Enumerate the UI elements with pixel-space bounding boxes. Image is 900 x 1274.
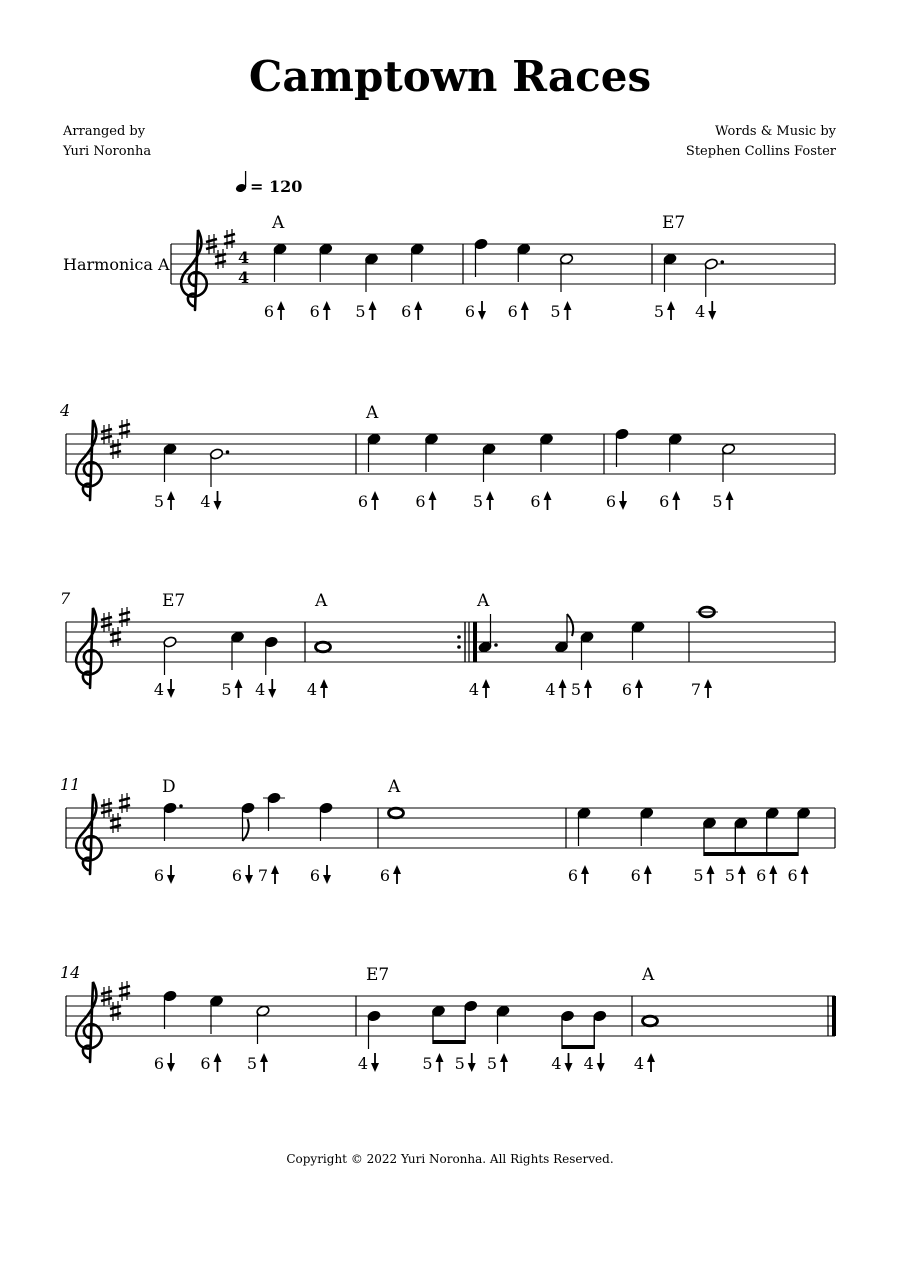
harmonica-tab: 6	[200, 1054, 211, 1073]
harmonica-tab: 6	[379, 866, 391, 885]
blow-arrow-icon	[486, 491, 494, 510]
draw-arrow-icon	[478, 301, 486, 320]
arrow-head	[167, 1063, 175, 1072]
arrow-head	[559, 679, 567, 688]
instrument-label: Harmonica A	[63, 255, 170, 274]
arranger-name: Yuri Noronha	[63, 144, 152, 159]
chord-symbol: A	[272, 213, 285, 233]
sharp-bar	[101, 436, 112, 439]
dot	[226, 450, 230, 454]
harmonica-tab: 6	[415, 492, 426, 511]
measure-number: 11	[60, 775, 81, 794]
arrow-head	[581, 865, 589, 874]
arrow-head	[167, 875, 175, 884]
blow-arrow-icon	[644, 865, 652, 884]
beam	[433, 1040, 465, 1044]
arrow-head	[268, 689, 276, 698]
draw-arrow-icon	[167, 1053, 175, 1072]
arrow-head	[214, 501, 222, 510]
sharp-bar	[224, 234, 235, 237]
harmonica-tab: 5	[246, 1054, 258, 1073]
arrow-head	[167, 689, 175, 698]
treble-clef-icon	[76, 982, 102, 1062]
sharp-bar	[101, 803, 112, 806]
harmonica-tab: 4	[545, 680, 556, 699]
harmonica-tab: 6	[309, 866, 321, 885]
blow-arrow-icon	[738, 865, 746, 884]
composer-label: Words & Music by	[715, 124, 836, 139]
arrow-head	[277, 301, 285, 310]
beam	[704, 852, 798, 856]
harmonica-tab: 5	[570, 680, 582, 699]
sharp-bar	[119, 798, 130, 801]
measure-number: 7	[60, 589, 71, 608]
chord-symbol: A	[642, 965, 655, 985]
blow-arrow-icon	[704, 679, 712, 698]
page-title: Camptown Races	[248, 52, 652, 101]
arrow-head	[644, 865, 652, 874]
chord-symbol: A	[477, 591, 490, 611]
draw-arrow-icon	[245, 865, 253, 884]
harmonica-tab: 4	[306, 680, 318, 699]
harmonica-tab: 4	[633, 1054, 645, 1073]
treble-clef-icon	[76, 608, 102, 688]
arrow-head	[521, 301, 529, 310]
arrow-head	[320, 679, 328, 688]
treble-clef-stroke	[76, 608, 102, 688]
harmonica-tab: 4	[255, 680, 266, 699]
sharp-icon	[110, 1001, 121, 1021]
arrow-head	[478, 311, 486, 320]
arrow-head	[707, 865, 715, 874]
arrow-head	[235, 679, 243, 688]
sharp-icon	[119, 981, 130, 1001]
blow-arrow-icon	[277, 301, 285, 320]
arrow-head	[726, 491, 734, 500]
blow-arrow-icon	[500, 1053, 508, 1072]
copyright-notice: Copyright © 2022 Yuri Noronha. All Rights Reserved.	[286, 1152, 614, 1166]
blow-arrow-icon	[235, 679, 243, 698]
dot	[720, 260, 724, 264]
blow-arrow-icon	[369, 301, 377, 320]
harmonica-tab: 5	[454, 1054, 465, 1073]
blow-arrow-icon	[271, 865, 279, 884]
draw-arrow-icon	[468, 1053, 476, 1072]
treble-clef-icon	[76, 420, 102, 500]
sharp-icon	[224, 229, 235, 249]
harmonica-tab: 5	[693, 866, 704, 885]
sharp-bar	[206, 246, 217, 249]
arrow-head	[371, 1063, 379, 1072]
blow-arrow-icon	[726, 491, 734, 510]
blow-arrow-icon	[564, 301, 572, 320]
harmonica-tab: 5	[712, 492, 723, 511]
blow-arrow-icon	[544, 491, 552, 510]
sharp-icon	[110, 439, 121, 459]
beam	[562, 1045, 594, 1049]
harmonica-tab: 6	[153, 866, 165, 885]
treble-clef-stroke	[181, 230, 207, 310]
harmonica-tab: 6	[659, 492, 670, 511]
sharp-icon	[110, 813, 121, 833]
draw-arrow-icon	[565, 1053, 573, 1072]
arrow-head	[245, 875, 253, 884]
measure-number: 14	[60, 963, 81, 982]
draw-arrow-icon	[371, 1053, 379, 1072]
arrow-head	[414, 301, 422, 310]
blow-arrow-icon	[436, 1053, 444, 1072]
harmonica-tab: 5	[422, 1054, 433, 1073]
harmonica-tab: 5	[472, 492, 484, 511]
time-signature-top: 4	[238, 248, 250, 267]
arrow-head	[564, 301, 572, 310]
sharp-icon	[215, 249, 226, 269]
harmonica-tab: 6	[231, 866, 243, 885]
harmonica-tab: 6	[263, 302, 275, 321]
sharp-bar	[119, 986, 130, 989]
arrow-head	[271, 865, 279, 874]
sharp-bar	[119, 612, 130, 615]
arrow-head	[647, 1053, 655, 1062]
sharp-bar	[119, 424, 130, 427]
sharp-bar	[206, 239, 217, 242]
blow-arrow-icon	[429, 491, 437, 510]
harmonica-tab: 7	[257, 866, 269, 885]
arrow-head	[565, 1063, 573, 1072]
harmonica-tab: 6	[605, 492, 617, 511]
dot	[179, 804, 183, 808]
composer-name: Stephen Collins Foster	[685, 144, 836, 159]
arrow-head	[436, 1053, 444, 1062]
harmonica-tab: 5	[724, 866, 735, 885]
arrow-head	[486, 491, 494, 500]
treble-clef-stroke	[76, 794, 102, 874]
sharp-bar	[101, 624, 112, 627]
chord-symbol: E7	[162, 591, 186, 611]
draw-arrow-icon	[167, 865, 175, 884]
draw-arrow-icon	[167, 679, 175, 698]
time-signature-bottom: 4	[238, 268, 250, 287]
harmonica-tab: 5	[550, 302, 561, 321]
harmonica-tab: 6	[401, 302, 412, 321]
blow-arrow-icon	[769, 865, 777, 884]
blow-arrow-icon	[584, 679, 592, 698]
repeat-barline-thick	[473, 622, 477, 662]
eighth-flag	[567, 614, 573, 636]
blow-arrow-icon	[667, 301, 675, 320]
harmonica-tab: 5	[221, 680, 232, 699]
arrow-head	[468, 1063, 476, 1072]
blow-arrow-icon	[559, 679, 567, 698]
repeat-dot	[457, 645, 461, 649]
arrow-head	[371, 491, 379, 500]
sharp-icon	[119, 793, 130, 813]
draw-arrow-icon	[214, 491, 222, 510]
sharp-bar	[101, 991, 112, 994]
harmonica-tab: 4	[695, 302, 706, 321]
harmonica-tab: 6	[567, 866, 579, 885]
sharp-bar	[101, 810, 112, 813]
tempo-marking: = 120	[250, 177, 303, 196]
harmonica-tab: 5	[486, 1054, 498, 1073]
sharp-icon	[119, 419, 130, 439]
arrow-head	[323, 301, 331, 310]
arrow-head	[260, 1053, 268, 1062]
arrow-head	[584, 679, 592, 688]
draw-arrow-icon	[597, 1053, 605, 1072]
harmonica-tab: 6	[357, 492, 369, 511]
blow-arrow-icon	[647, 1053, 655, 1072]
blow-arrow-icon	[260, 1053, 268, 1072]
arrow-head	[708, 311, 716, 320]
blow-arrow-icon	[801, 865, 809, 884]
arrow-head	[500, 1053, 508, 1062]
chord-symbol: A	[388, 777, 401, 797]
blow-arrow-icon	[167, 491, 175, 510]
treble-clef-stroke	[76, 982, 102, 1062]
draw-arrow-icon	[323, 865, 331, 884]
harmonica-tab: 5	[153, 492, 165, 511]
arrow-head	[214, 1053, 222, 1062]
blow-arrow-icon	[414, 301, 422, 320]
sharp-icon	[110, 627, 121, 647]
harmonica-tab: 7	[690, 680, 702, 699]
arrow-head	[619, 501, 627, 510]
arrow-head	[429, 491, 437, 500]
blow-arrow-icon	[371, 491, 379, 510]
repeat-dot	[457, 635, 461, 639]
whole-note	[643, 1016, 658, 1026]
measure-number: 4	[60, 401, 71, 420]
harmonica-tab: 6	[621, 680, 633, 699]
harmonica-tab: 4	[357, 1054, 369, 1073]
harmonica-tab: 4	[468, 680, 480, 699]
whole-note	[389, 808, 404, 818]
sharp-icon	[119, 607, 130, 627]
harmonica-tab: 5	[653, 302, 665, 321]
harmonica-tab: 4	[153, 680, 165, 699]
harmonica-tab: 6	[507, 302, 518, 321]
arranger-label: Arranged by	[63, 124, 146, 139]
chord-symbol: A	[315, 591, 328, 611]
harmonica-tab: 6	[530, 492, 541, 511]
arrow-head	[323, 875, 331, 884]
harmonica-tab: 5	[355, 302, 366, 321]
blow-arrow-icon	[635, 679, 643, 698]
arrow-head	[801, 865, 809, 874]
arrow-head	[544, 491, 552, 500]
blow-arrow-icon	[521, 301, 529, 320]
treble-clef-icon	[181, 230, 207, 310]
arrow-head	[482, 679, 490, 688]
arrow-head	[369, 301, 377, 310]
blow-arrow-icon	[393, 865, 401, 884]
arrow-head	[393, 865, 401, 874]
arrow-head	[672, 491, 680, 500]
chord-symbol: E7	[662, 213, 686, 233]
arrow-head	[635, 679, 643, 688]
blow-arrow-icon	[581, 865, 589, 884]
arrow-head	[667, 301, 675, 310]
harmonica-tab: 6	[756, 866, 767, 885]
blow-arrow-icon	[482, 679, 490, 698]
blow-arrow-icon	[323, 301, 331, 320]
harmonica-tab: 6	[309, 302, 320, 321]
treble-clef-stroke	[76, 420, 102, 500]
arrow-head	[769, 865, 777, 874]
harmonica-tab: 6	[787, 866, 798, 885]
final-barline-thick	[832, 996, 836, 1036]
sharp-bar	[101, 617, 112, 620]
blow-arrow-icon	[214, 1053, 222, 1072]
harmonica-tab: 6	[630, 866, 641, 885]
draw-arrow-icon	[619, 491, 627, 510]
treble-clef-icon	[76, 794, 102, 874]
arrow-head	[738, 865, 746, 874]
draw-arrow-icon	[268, 679, 276, 698]
harmonica-tab: 4	[200, 492, 211, 511]
harmonica-tab: 6	[153, 1054, 165, 1073]
whole-note	[316, 642, 331, 652]
blow-arrow-icon	[707, 865, 715, 884]
draw-arrow-icon	[708, 301, 716, 320]
harmonica-tab: 4	[551, 1054, 562, 1073]
arrow-head	[704, 679, 712, 688]
dot	[494, 643, 498, 647]
chord-symbol: E7	[366, 965, 390, 985]
sharp-bar	[101, 429, 112, 432]
arrow-head	[597, 1063, 605, 1072]
harmonica-tab: 6	[464, 302, 476, 321]
chord-symbol: D	[162, 777, 176, 797]
blow-arrow-icon	[320, 679, 328, 698]
harmonica-tab: 4	[583, 1054, 594, 1073]
chord-symbol: A	[366, 403, 379, 423]
arrow-head	[167, 491, 175, 500]
blow-arrow-icon	[672, 491, 680, 510]
sharp-bar	[101, 998, 112, 1001]
